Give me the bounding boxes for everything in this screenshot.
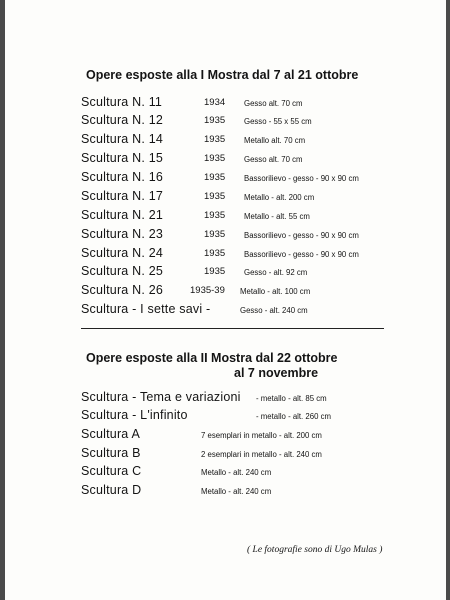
photo-credit: ( Le fotografie sono di Ugo Mulas ) <box>247 545 383 555</box>
document-page <box>5 0 446 600</box>
work-row <box>5 189 446 207</box>
work-year: 1935 <box>204 229 226 240</box>
work-description: Gesso - alt. 92 cm <box>244 268 308 277</box>
work-row <box>5 283 446 301</box>
work-year: 1935-39 <box>190 285 225 296</box>
work-description: Metallo - alt. 240 cm <box>201 487 272 496</box>
work-description: Metallo - alt. 240 cm <box>201 468 272 477</box>
work-row <box>5 246 446 264</box>
work-row <box>5 208 446 226</box>
work-description: Gesso - alt. 240 cm <box>240 306 308 315</box>
work-year: 1934 <box>204 97 226 108</box>
exhibition2-heading-line1: Opere esposte alla II Mostra dal 22 ottobre <box>86 351 338 365</box>
work-title: Scultura - Tema e variazioni <box>81 390 241 404</box>
work-description: Gesso alt. 70 cm <box>244 155 303 164</box>
work-description: - metallo - alt. 260 cm <box>256 412 331 421</box>
work-title: Scultura N. 16 <box>81 170 164 184</box>
work-title: Scultura A <box>81 427 140 441</box>
work-description: Bassorilievo - gesso - 90 x 90 cm <box>244 174 359 183</box>
work-title: Scultura N. 26 <box>81 283 164 297</box>
work-row <box>5 446 446 464</box>
work-title: Scultura - L'infinito <box>81 408 188 422</box>
work-description: Metallo alt. 70 cm <box>244 136 306 145</box>
work-description: - metallo - alt. 85 cm <box>256 394 327 403</box>
work-title: Scultura N. 21 <box>81 208 164 222</box>
work-title: Scultura N. 15 <box>81 151 164 165</box>
work-year: 1935 <box>204 210 226 221</box>
work-description: Bassorilievo - gesso - 90 x 90 cm <box>244 250 359 259</box>
work-title: Scultura C <box>81 464 142 478</box>
work-row <box>5 132 446 150</box>
work-year: 1935 <box>204 115 226 126</box>
work-row <box>5 464 446 482</box>
work-description: 2 esemplari in metallo - alt. 240 cm <box>201 450 322 459</box>
work-row <box>5 264 446 282</box>
work-description: Gesso alt. 70 cm <box>244 99 303 108</box>
work-title: Scultura - I sette savi - <box>81 302 211 316</box>
work-title: Scultura N. 24 <box>81 246 164 260</box>
work-year: 1935 <box>204 134 226 145</box>
work-title: Scultura N. 12 <box>81 113 164 127</box>
work-year: 1935 <box>204 266 226 277</box>
work-title: Scultura N. 11 <box>81 95 163 109</box>
work-row <box>5 113 446 131</box>
work-title: Scultura N. 17 <box>81 189 164 203</box>
work-year: 1935 <box>204 191 226 202</box>
work-row <box>5 151 446 169</box>
work-description: Gesso - 55 x 55 cm <box>244 117 312 126</box>
section-divider <box>81 328 384 329</box>
work-description: Metallo - alt. 100 cm <box>240 287 311 296</box>
work-title: Scultura D <box>81 483 142 497</box>
work-title: Scultura N. 23 <box>81 227 164 241</box>
exhibition2-heading-line2: al 7 novembre <box>234 366 319 380</box>
work-row <box>5 302 446 320</box>
exhibition1-heading: Opere esposte alla I Mostra dal 7 al 21 ottobre <box>86 68 359 82</box>
work-row <box>5 95 446 113</box>
work-year: 1935 <box>204 248 226 259</box>
work-title: Scultura B <box>81 446 141 460</box>
work-description: 7 esemplari in metallo - alt. 200 cm <box>201 431 322 440</box>
work-row <box>5 227 446 245</box>
work-year: 1935 <box>204 172 226 183</box>
work-description: Metallo - alt. 55 cm <box>244 212 310 221</box>
work-title: Scultura N. 25 <box>81 264 164 278</box>
work-row <box>5 483 446 501</box>
work-year: 1935 <box>204 153 226 164</box>
work-row <box>5 427 446 445</box>
work-description: Bassorilievo - gesso - 90 x 90 cm <box>244 231 359 240</box>
work-row <box>5 170 446 188</box>
work-description: Metallo - alt. 200 cm <box>244 193 315 202</box>
work-row <box>5 390 446 408</box>
work-row <box>5 408 446 426</box>
work-title: Scultura N. 14 <box>81 132 164 146</box>
